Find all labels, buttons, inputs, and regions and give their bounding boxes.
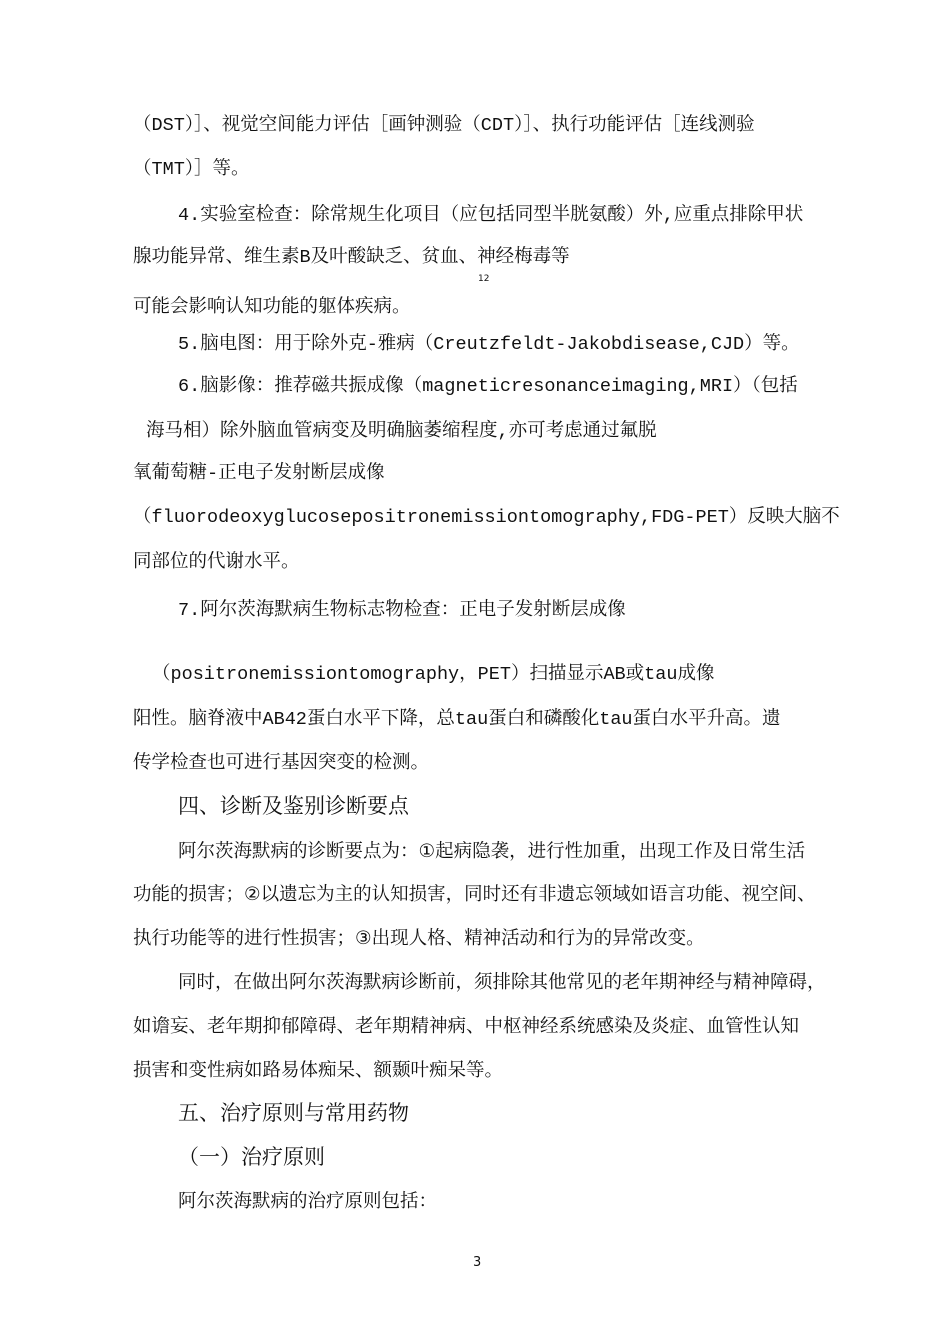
page-number: 3 [473, 1255, 482, 1270]
text-line-18: 执行功能等的进行性损害；③出现人格、精神活动和行为的异常改变。 [133, 928, 705, 949]
section-heading-5: 五、治疗原则与常用药物 [178, 1101, 409, 1125]
text-line-16: 阿尔茨海默病的诊断要点为：①起病隐袭，进行性加重，出现工作及日常生活 [178, 841, 806, 862]
text-line-2: （TMT）］等。 [133, 159, 250, 180]
text-line-22: 阿尔茨海默病的治疗原则包括： [178, 1191, 438, 1212]
text-line-10: （fluorodeoxyglucosepositronemissiontomography,FDG-PET）反映大脑不 [133, 507, 840, 528]
text-line-11: 同部位的代谢水平。 [133, 552, 300, 573]
text-line-21: 损害和变性病如路易体痴呆、额颞叶痴呆等。 [133, 1060, 504, 1081]
text-line-7: 6.脑影像：推荐磁共振成像（magneticresonanceimaging,MRI）（包括 [178, 376, 798, 397]
text-line-3: 4.实验室检查：除常规生化项目（应包括同型半胱氨酸）外,应重点排除甲状 [178, 205, 804, 226]
footnote-mark: 12 [478, 274, 490, 284]
section-heading-4: 四、诊断及鉴别诊断要点 [178, 794, 409, 818]
text-line-5: 可能会影响认知功能的躯体疾病。 [133, 297, 411, 318]
text-line-15: 传学检查也可进行基因突变的检测。 [133, 753, 430, 774]
text-line-17: 功能的损害；②以遗忘为主的认知损害，同时还有非遗忘领域如语言功能、视空间、 [133, 884, 816, 905]
text-line-12: 7.阿尔茨海默病生物标志物检查：正电子发射断层成像 [178, 600, 626, 621]
text-line-4: 腺功能异常、维生素B及叶酸缺乏、贫血、神经梅毒等 [133, 247, 570, 268]
text-line-6: 5.脑电图：用于除外克-雅病（Creutzfeldt-Jakobdisease,CJD）等。 [178, 334, 800, 355]
text-line-13: （positronemissiontomography，PET）扫描显示AB或tau成像 [152, 664, 715, 685]
text-line-9: 氧葡萄糖-正电子发射断层成像 [133, 463, 385, 484]
text-line-19: 同时，在做出阿尔茨海默病诊断前，须排除其他常见的老年期神经与精神障碍， [178, 972, 826, 993]
text-line-14: 阳性。脑脊液中AB42蛋白水平下降，总tau蛋白和磷酸化tau蛋白水平升高。遗 [133, 709, 781, 730]
text-line-8: 海马相）除外脑血管病变及明确脑萎缩程度,亦可考虑通过氟脱 [146, 421, 657, 442]
text-line-20: 如谵妄、老年期抑郁障碍、老年期精神病、中枢神经系统感染及炎症、血管性认知 [133, 1016, 800, 1037]
subsection-heading: （一）治疗原则 [178, 1145, 325, 1169]
text-line-1: （DST）］、视觉空间能力评估［画钟测验（CDT）］、执行功能评估［连线测验 [133, 115, 755, 136]
